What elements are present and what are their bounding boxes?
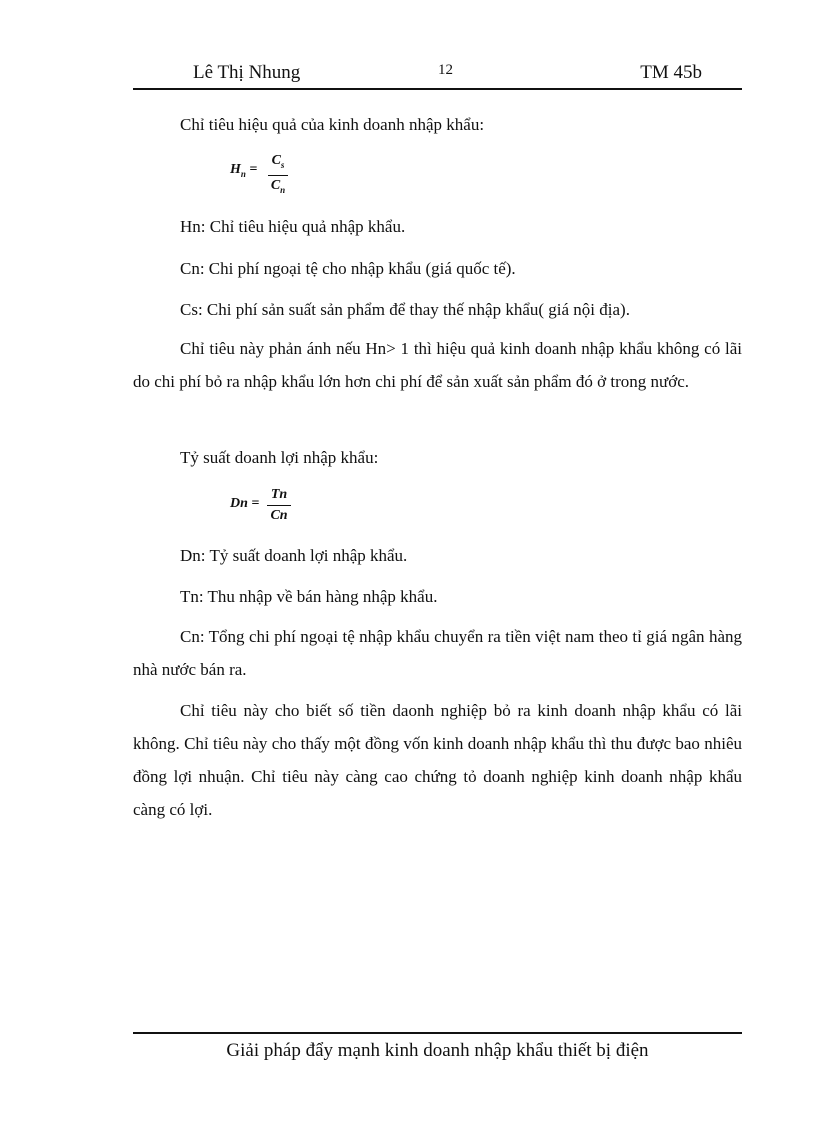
footer-divider (133, 1032, 742, 1034)
paragraph-cs-def: Cs: Chi phí sản suất sản phẩm để thay thế nhập khẩu( giá nội địa). (180, 300, 630, 319)
author-name: Lê Thị Nhung (193, 62, 301, 83)
formula-dn-lhs: Dn = (230, 496, 260, 511)
formula-hn-denominator: $C_n$ (270, 177, 286, 195)
paragraph-tn-def: Tn: Thu nhập về bán hàng nhập khẩu. (180, 587, 438, 606)
paragraph-profit-rate-intro: Tỷ suất doanh lợi nhập khẩu: (180, 448, 379, 467)
formula-dn (230, 484, 300, 528)
formula-hn-fraction (268, 152, 288, 199)
paragraph-cn-total-def: Cn: Tổng chi phí ngoại tệ nhập khẩu chuyển ra tiền việt nam theo tỉ giá ngân hàng nhà nước bán ra. (133, 627, 742, 679)
footer-title: Giải pháp đẩy mạnh kinh doanh nhập khẩu thiết bị điện (226, 1040, 649, 1061)
header-divider (133, 88, 742, 90)
formula-hn (230, 150, 300, 194)
class-code: TM 45b (640, 62, 702, 83)
formula-dn-fraction (267, 486, 291, 525)
paragraph-dn-def: Dn: Tỷ suất doanh lợi nhập khẩu. (180, 546, 408, 565)
formula-hn-lhs: $H_n$ = (230, 162, 258, 179)
page-header (133, 60, 742, 88)
page-number: 12 (438, 62, 453, 78)
paragraph-hn-def: Hn: Chỉ tiêu hiệu quả nhập khẩu. (180, 217, 406, 236)
formula-dn-numerator: Tn (270, 487, 288, 502)
paragraph-efficiency-intro: Chỉ tiêu hiệu quả của kinh doanh nhập khẩu: (180, 115, 485, 134)
formula-hn-numerator: $C_s$ (271, 153, 285, 170)
formula-dn-denominator: Cn (270, 508, 288, 523)
paragraph-hn-explanation: Chỉ tiêu này phản ánh nếu Hn> 1 thì hiệu quả kinh doanh nhập khẩu không có lãi do chi phí bỏ ra nhập khẩu lớn hơn chi phí để sản xuất sản phẩm đó ở trong nước. (133, 339, 742, 391)
paragraph-dn-explanation: Chỉ tiêu này cho biết số tiền daonh nghiệp bỏ ra kinh doanh nhập khẩu có lãi không. Chỉ tiêu này cho thấy một đồng vốn kinh doanh nhập khẩu thì thu được bao nhiêu đồng lợi nhuận. Chỉ tiêu này càng cao chứng tỏ doanh nghiệp kinh doanh nhập khẩu càng có lợi. (133, 701, 742, 819)
paragraph-cn-def: Cn: Chi phí ngoại tệ cho nhập khẩu (giá quốc tế). (180, 259, 516, 278)
